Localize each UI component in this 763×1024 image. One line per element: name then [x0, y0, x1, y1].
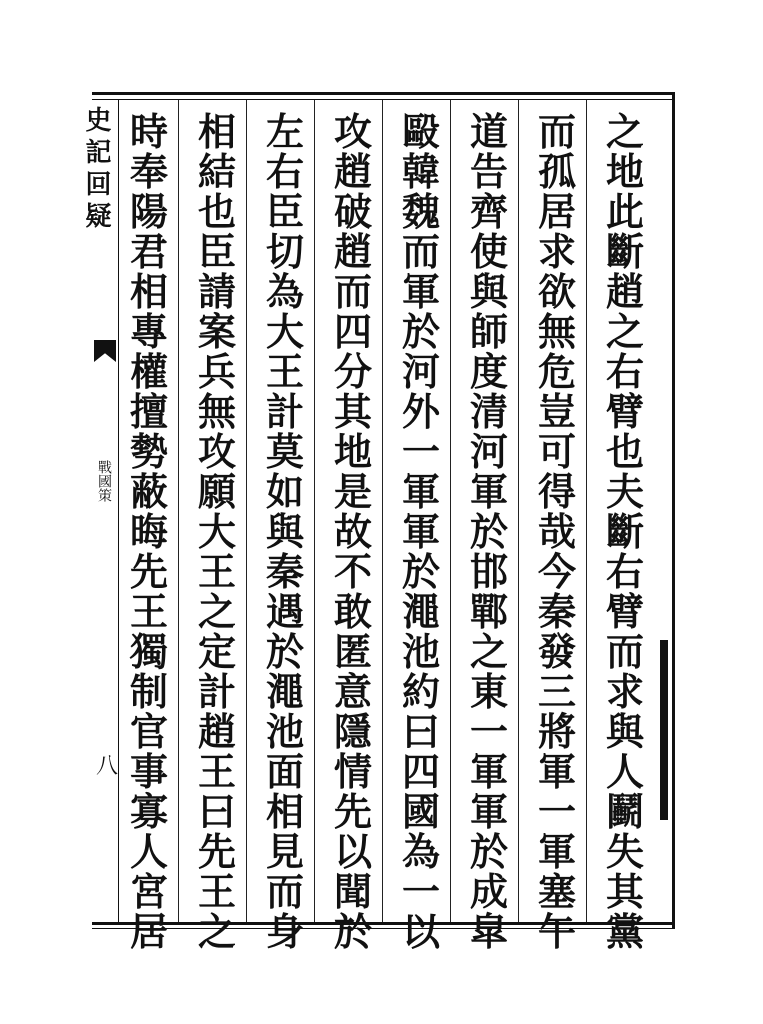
column-character: 先 [197, 829, 236, 874]
column-character: 皐 [469, 909, 508, 954]
column-separator [382, 100, 383, 922]
column-character: 先 [129, 549, 168, 594]
book-title: 史記回疑 [81, 106, 111, 234]
column-character: 齊 [469, 189, 508, 234]
column-character: 權 [129, 349, 168, 394]
column-character: 右 [605, 349, 644, 394]
column-character: 先 [333, 789, 372, 834]
column-character: 韓 [401, 149, 440, 194]
column-character: 臣 [265, 189, 304, 234]
column-character: 澠 [265, 669, 304, 714]
right-border [672, 92, 675, 929]
column-character: 之 [605, 109, 644, 154]
column-character: 請 [197, 269, 236, 314]
column-character: 告 [469, 149, 508, 194]
column-character: 時 [129, 109, 168, 154]
column-character: 得 [537, 469, 576, 514]
column-character: 清 [469, 389, 508, 434]
column-character: 攻 [333, 109, 372, 154]
column-character: 趙 [333, 229, 372, 274]
column-character: 寡 [129, 789, 168, 834]
column-character: 臂 [605, 389, 644, 434]
column-character: 人 [129, 829, 168, 874]
column-character: 於 [469, 509, 508, 554]
column-character: 秦 [265, 549, 304, 594]
column-character: 居 [129, 909, 168, 954]
column-character: 國 [401, 789, 440, 834]
column-character: 一 [401, 869, 440, 914]
column-character: 其 [333, 389, 372, 434]
column-character: 軍 [401, 509, 440, 554]
column-character: 居 [537, 189, 576, 234]
bottom-border [92, 922, 672, 925]
column-character: 約 [401, 669, 440, 714]
text-column [532, 109, 582, 954]
column-character: 計 [265, 389, 304, 434]
column-character: 王 [197, 869, 236, 914]
column-character: 王 [197, 749, 236, 794]
column-character: 斷 [605, 229, 644, 274]
column-character: 三 [537, 669, 576, 714]
column-character: 趙 [605, 269, 644, 314]
column-character: 趙 [333, 149, 372, 194]
column-character: 身 [265, 909, 304, 954]
column-character: 相 [265, 789, 304, 834]
column-character: 軍 [469, 469, 508, 514]
column-character: 人 [605, 749, 644, 794]
column-character: 右 [265, 149, 304, 194]
column-character: 地 [605, 149, 644, 194]
column-character: 魏 [401, 189, 440, 234]
column-character: 晦 [129, 509, 168, 554]
column-character: 軍 [469, 789, 508, 834]
column-character: 相 [129, 269, 168, 314]
column-character: 澠 [401, 589, 440, 634]
column-character: 是 [333, 469, 372, 514]
column-character: 其 [605, 869, 644, 914]
column-character: 官 [129, 709, 168, 754]
column-character: 池 [265, 709, 304, 754]
column-character: 將 [537, 709, 576, 754]
column-character: 擅 [129, 389, 168, 434]
column-character: 左 [265, 109, 304, 154]
column-character: 陽 [129, 189, 168, 234]
column-character: 邯 [469, 549, 508, 594]
text-column [600, 109, 650, 954]
column-character: 四 [401, 749, 440, 794]
column-character: 師 [469, 309, 508, 354]
column-character: 面 [265, 749, 304, 794]
column-character: 破 [333, 189, 372, 234]
column-character: 與 [265, 509, 304, 554]
column-character: 不 [333, 549, 372, 594]
column-character: 塞 [537, 869, 576, 914]
column-character: 而 [401, 229, 440, 274]
column-character: 哉 [537, 509, 576, 554]
column-character: 以 [401, 909, 440, 954]
column-character: 相 [197, 109, 236, 154]
column-character: 結 [197, 149, 236, 194]
column-character: 定 [197, 629, 236, 674]
column-character: 求 [605, 669, 644, 714]
top-border [92, 92, 672, 95]
column-character: 失 [605, 829, 644, 874]
column-character: 度 [469, 349, 508, 394]
column-character: 孤 [537, 149, 576, 194]
column-character: 斷 [605, 509, 644, 554]
column-character: 聞 [333, 869, 372, 914]
column-character: 願 [197, 469, 236, 514]
column-character: 為 [265, 269, 304, 314]
column-character: 使 [469, 229, 508, 274]
column-separator [178, 100, 179, 922]
column-character: 之 [469, 629, 508, 674]
column-character: 之 [197, 589, 236, 634]
column-character: 情 [333, 749, 372, 794]
column-character: 此 [605, 189, 644, 234]
column-separator [314, 100, 315, 922]
column-character: 一 [401, 429, 440, 474]
text-column [328, 109, 378, 954]
column-character: 而 [265, 869, 304, 914]
column-character: 兵 [197, 349, 236, 394]
binding-edge-mark [660, 640, 668, 820]
column-character: 而 [605, 629, 644, 674]
column-character: 以 [333, 829, 372, 874]
column-character: 河 [401, 349, 440, 394]
column-character: 王 [129, 589, 168, 634]
column-character: 趙 [197, 709, 236, 754]
column-character: 制 [129, 669, 168, 714]
column-character: 於 [333, 909, 372, 954]
column-character: 毆 [401, 109, 440, 154]
column-character: 與 [469, 269, 508, 314]
column-character: 匿 [333, 629, 372, 674]
column-character: 故 [333, 509, 372, 554]
column-character: 專 [129, 309, 168, 354]
column-character: 如 [265, 469, 304, 514]
column-character: 軍 [537, 829, 576, 874]
column-character: 四 [333, 309, 372, 354]
column-character: 大 [265, 309, 304, 354]
column-character: 東 [469, 669, 508, 714]
text-column [396, 109, 446, 954]
column-separator [246, 100, 247, 922]
column-character: 秦 [537, 589, 576, 634]
column-character: 切 [265, 229, 304, 274]
column-character: 於 [265, 629, 304, 674]
text-column [192, 109, 242, 954]
column-separator [586, 100, 587, 922]
fish-tail-mark [94, 340, 116, 362]
column-character: 於 [469, 829, 508, 874]
column-separator [450, 100, 451, 922]
column-character: 蔽 [129, 469, 168, 514]
column-character: 可 [537, 429, 576, 474]
column-character: 王 [197, 549, 236, 594]
column-character: 臣 [197, 229, 236, 274]
column-character: 王 [265, 349, 304, 394]
column-character: 獨 [129, 629, 168, 674]
column-character: 無 [537, 309, 576, 354]
column-character: 求 [537, 229, 576, 274]
column-character: 今 [537, 549, 576, 594]
column-character: 一 [537, 789, 576, 834]
column-character: 宮 [129, 869, 168, 914]
page-number: 八 [96, 754, 119, 779]
column-character: 夫 [605, 469, 644, 514]
column-character: 無 [197, 389, 236, 434]
column-character: 午 [537, 909, 576, 954]
column-character: 軍 [537, 749, 576, 794]
column-character: 地 [333, 429, 372, 474]
column-character: 意 [333, 669, 372, 714]
column-character: 而 [537, 109, 576, 154]
column-character: 遇 [265, 589, 304, 634]
bottom-border-thin [92, 928, 672, 929]
column-character: 軍 [469, 749, 508, 794]
column-character: 豈 [537, 389, 576, 434]
column-character: 之 [605, 309, 644, 354]
column-character: 攻 [197, 429, 236, 474]
column-character: 隱 [333, 709, 372, 754]
column-character: 外 [401, 389, 440, 434]
column-character: 發 [537, 629, 576, 674]
column-character: 右 [605, 549, 644, 594]
column-character: 於 [401, 309, 440, 354]
column-character: 也 [197, 189, 236, 234]
column-character: 大 [197, 509, 236, 554]
column-character: 敢 [333, 589, 372, 634]
column-character: 河 [469, 429, 508, 474]
column-character: 池 [401, 629, 440, 674]
column-character: 分 [333, 349, 372, 394]
column-character: 一 [469, 709, 508, 754]
column-character: 勢 [129, 429, 168, 474]
column-character: 危 [537, 349, 576, 394]
column-character: 而 [333, 269, 372, 314]
column-character: 計 [197, 669, 236, 714]
column-character: 君 [129, 229, 168, 274]
column-character: 軍 [401, 269, 440, 314]
column-character: 為 [401, 829, 440, 874]
column-character: 案 [197, 309, 236, 354]
column-character: 事 [129, 749, 168, 794]
column-character: 曰 [401, 709, 440, 754]
column-character: 也 [605, 429, 644, 474]
text-column [260, 109, 310, 954]
gutter-line [118, 100, 119, 922]
column-character: 軍 [401, 469, 440, 514]
column-character: 成 [469, 869, 508, 914]
column-character: 與 [605, 709, 644, 754]
column-character: 見 [265, 829, 304, 874]
column-character: 黨 [605, 909, 644, 954]
column-character: 之 [197, 909, 236, 954]
column-separator [518, 100, 519, 922]
column-character: 於 [401, 549, 440, 594]
column-character: 臂 [605, 589, 644, 634]
column-character: 欲 [537, 269, 576, 314]
column-character: 鬬 [605, 789, 644, 834]
section-title: 戰國策 [96, 460, 112, 502]
column-character: 奉 [129, 149, 168, 194]
column-character: 曰 [197, 789, 236, 834]
text-column [124, 109, 174, 954]
column-character: 鄲 [469, 589, 508, 634]
column-character: 莫 [265, 429, 304, 474]
page-margin [81, 100, 119, 922]
column-character: 道 [469, 109, 508, 154]
text-column [464, 109, 514, 954]
